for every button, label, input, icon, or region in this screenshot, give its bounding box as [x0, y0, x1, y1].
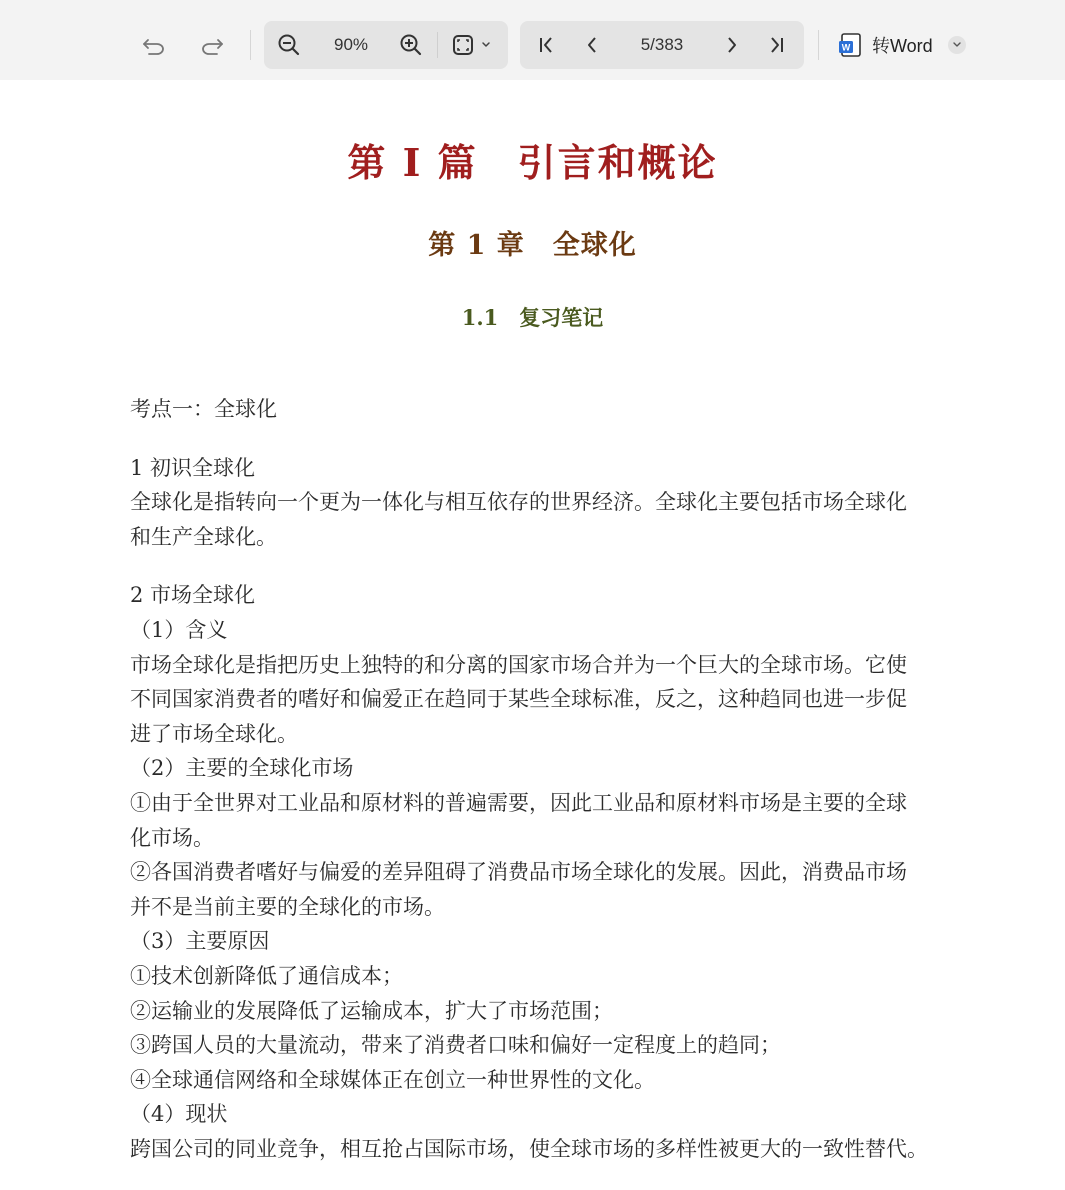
- text-line: （2）主要的全球化市场: [130, 756, 354, 781]
- next-page-icon[interactable]: [716, 22, 748, 68]
- text-line: ④全球通信网络和全球媒体正在创立一种世界性的文化。: [130, 1067, 655, 1092]
- text-line: ①由于全世界对工业品和原材料的普遍需要，因此工业品和原材料市场是主要的全球: [130, 790, 907, 815]
- prev-page-icon[interactable]: [576, 22, 608, 68]
- text-line: （3）主要原因: [130, 929, 270, 954]
- undo-icon[interactable]: [136, 22, 172, 68]
- section-title: 1.1 复习笔记: [461, 305, 604, 330]
- last-page-icon[interactable]: [760, 22, 794, 68]
- text-line: 跨国公司的同业竞争，相互抢占国际市场，使全球市场的多样性被更大的一致性替代。: [130, 1136, 928, 1161]
- text-line: 市场全球化是指把历史上独特的和分离的国家市场合并为一个巨大的全球市场。它使: [130, 652, 907, 677]
- text-line: ②运输业的发展降低了运输成本，扩大了市场范围；: [130, 998, 613, 1023]
- text-line: 并不是当前主要的全球化的市场。: [130, 894, 445, 919]
- convert-to-word-label: 转Word: [872, 36, 933, 56]
- zoom-out-icon[interactable]: [272, 22, 306, 68]
- viewer-toolbar: [0, 0, 1065, 80]
- toolbar-divider: [250, 30, 251, 60]
- zoom-divider: [437, 32, 438, 58]
- text-line: 1 初识全球化: [130, 455, 256, 480]
- text-line: ①技术创新降低了通信成本；: [130, 963, 403, 988]
- text-line: 2 市场全球化: [130, 583, 256, 608]
- text-line: （4）现状: [130, 1102, 228, 1127]
- zoom-in-icon[interactable]: [394, 22, 428, 68]
- text-line: ③跨国人员的大量流动，带来了消费者口味和偏好一定程度上的趋同；: [130, 1033, 781, 1058]
- text-line: 考点一：全球化: [130, 397, 277, 421]
- text-line: 化市场。: [130, 825, 214, 850]
- word-options-chevron-icon[interactable]: [948, 36, 966, 54]
- toolbar-divider: [818, 30, 819, 60]
- text-line: 进了市场全球化。: [130, 721, 298, 746]
- text-line: 和生产全球化。: [130, 524, 277, 549]
- document-body: [130, 392, 960, 1190]
- document-page: [0, 80, 1065, 1161]
- convert-to-word-button[interactable]: [838, 22, 942, 68]
- first-page-icon[interactable]: [530, 22, 562, 68]
- text-line: ②各国消费者嗜好与偏爱的差异阻碍了消费品市场全球化的发展。因此，消费品市场: [130, 860, 907, 885]
- chapter-title: 第 1 章 全球化: [428, 230, 637, 261]
- fit-page-icon[interactable]: [446, 22, 500, 68]
- page-indicator[interactable]: 5/383: [640, 35, 684, 54]
- text-line: （1）含义: [130, 617, 228, 642]
- redo-icon[interactable]: [194, 22, 230, 68]
- zoom-level[interactable]: 90%: [333, 35, 369, 54]
- text-line: 全球化是指转向一个更为一体化与相互依存的世界经济。全球化主要包括市场全球化: [130, 490, 907, 515]
- word-doc-icon: [838, 32, 864, 58]
- part-title: 第 I 篇 引言和概论: [347, 140, 718, 185]
- svg-text:W: W: [841, 42, 851, 53]
- text-line: 不同国家消费者的嗜好和偏爱正在趋同于某些全球标准，反之，这种趋同也进一步促: [130, 687, 907, 712]
